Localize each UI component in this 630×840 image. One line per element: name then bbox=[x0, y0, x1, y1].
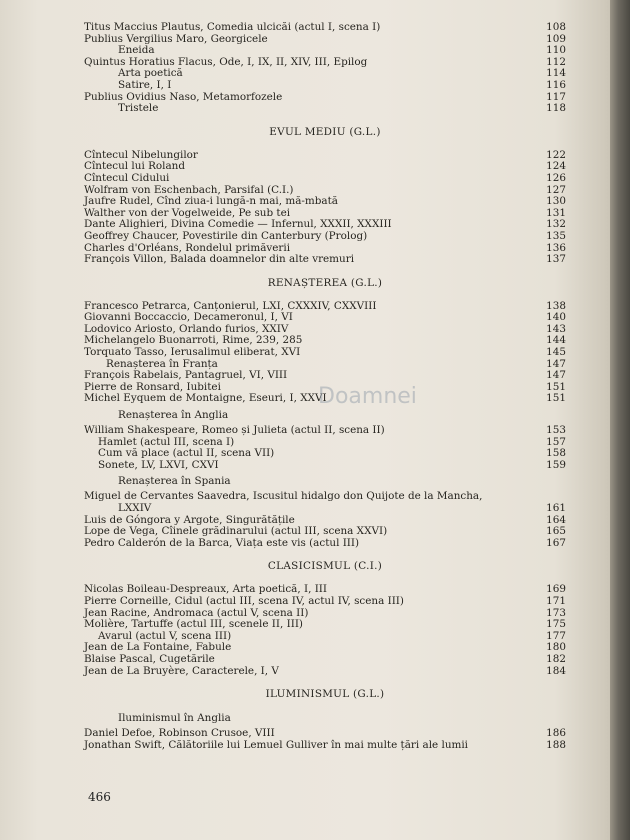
subsection-label: Renașterea în Spania bbox=[118, 475, 231, 488]
toc-entry-title: François Rabelais, Pantagruel, VI, VIII bbox=[84, 369, 288, 382]
toc-entry-page: 126 bbox=[546, 171, 566, 184]
toc-entry-page: 109 bbox=[546, 32, 566, 45]
toc-entry bbox=[84, 347, 566, 359]
section-heading: ILUMINISMUL (G.L.) bbox=[265, 688, 385, 701]
toc-entry-title: Jaufre Rudel, Cînd ziua-i lungă-n mai, mă-mbată bbox=[84, 195, 338, 208]
toc-entry-title: Pierre de Ronsard, Iubitei bbox=[84, 380, 221, 393]
toc-entry-title: Satire, I, I bbox=[118, 78, 172, 91]
toc-entry-page: 137 bbox=[546, 253, 566, 266]
toc-entry-page: 167 bbox=[546, 536, 566, 549]
toc-entry-page: 122 bbox=[546, 148, 566, 161]
toc-entry bbox=[84, 619, 566, 631]
toc-entry-page: 175 bbox=[546, 618, 566, 631]
toc-entry bbox=[84, 654, 566, 666]
toc-entry bbox=[84, 22, 566, 34]
subsection-heading bbox=[84, 475, 566, 487]
toc-entry-title: Eneida bbox=[118, 44, 155, 57]
toc-entry bbox=[84, 425, 566, 437]
toc-entry bbox=[84, 491, 566, 503]
toc-entry-page: 116 bbox=[546, 78, 566, 91]
toc-entry bbox=[84, 173, 566, 185]
toc-entry-title: Publius Vergilius Maro, Georgicele bbox=[84, 32, 268, 45]
toc-entry-title: Cîntecul Nibelungilor bbox=[84, 148, 198, 161]
toc-entry-page: 110 bbox=[546, 44, 566, 57]
section-heading: EVUL MEDIU (G.L.) bbox=[269, 125, 381, 138]
toc-entry-page: 145 bbox=[546, 346, 566, 359]
toc-entry-title: Geoffrey Chaucer, Povestirile din Canterbury (Prolog) bbox=[84, 229, 368, 242]
toc-entry bbox=[84, 538, 566, 550]
toc-entry-title: Quintus Horatius Flacus, Ode, I, IX, II, XIV, III, Epilog bbox=[84, 55, 368, 68]
toc-entry bbox=[84, 666, 566, 678]
toc-entry bbox=[84, 503, 566, 515]
toc-entry-title: Cîntecul lui Roland bbox=[84, 160, 186, 173]
toc-entry-page: 112 bbox=[546, 55, 566, 68]
toc-entry-title: Miguel de Cervantes Saavedra, Iscusitul hidalgo don Quijote de la Mancha, bbox=[84, 490, 483, 503]
toc-entry-title: Torquato Tasso, Ierusalimul eliberat, XVI bbox=[84, 346, 301, 359]
toc-entry-page: 138 bbox=[546, 299, 566, 312]
toc-entry-page: 132 bbox=[546, 218, 566, 231]
toc-entry-page: 158 bbox=[546, 447, 566, 460]
toc-entry bbox=[84, 460, 566, 472]
toc-entry-title: Charles d'Orléans, Rondelul primăverii bbox=[84, 241, 291, 254]
watermark: Doamnei bbox=[318, 384, 417, 409]
toc-entry-page: 117 bbox=[546, 90, 566, 103]
book-spine bbox=[610, 0, 630, 840]
toc-entry-page: 169 bbox=[546, 583, 566, 596]
toc-entry bbox=[84, 254, 566, 266]
toc-entry-page: 180 bbox=[546, 641, 566, 654]
toc-entry-page: 182 bbox=[546, 652, 566, 665]
toc-entry-page: 184 bbox=[546, 664, 566, 677]
toc-entry-title: Michel Eyquem de Montaigne, Eseuri, I, XXVI bbox=[84, 392, 327, 405]
toc-entry-title: Luis de Góngora y Argote, Singurătățile bbox=[84, 513, 295, 526]
toc-entry-page: 147 bbox=[546, 357, 566, 370]
toc-entry-title: Hamlet (actul III, scena I) bbox=[98, 435, 235, 448]
toc-entry-page: 108 bbox=[546, 21, 566, 33]
page-number: 466 bbox=[88, 790, 111, 804]
toc-entry-page: 147 bbox=[546, 369, 566, 382]
toc-entry-page: 157 bbox=[546, 435, 566, 448]
toc-entry-title: Lodovico Ariosto, Orlando furios, XXIV bbox=[84, 322, 289, 335]
toc-entry-title: Renașterea în Franța bbox=[106, 357, 218, 370]
section-heading: RENAȘTEREA (G.L.) bbox=[267, 276, 383, 289]
toc-entry-title: Jean de La Bruyère, Caracterele, I, V bbox=[84, 664, 279, 677]
toc-entry-page: 153 bbox=[546, 424, 566, 437]
toc-entry-title: Jean Racine, Andromaca (actul V, scena II) bbox=[84, 606, 309, 619]
toc-entry-title: Cum vă place (actul II, scena VII) bbox=[98, 447, 275, 460]
toc-entry-title: Dante Alighieri, Divina Comedie — Infernul, XXXII, XXXIII bbox=[84, 218, 392, 231]
toc-entry-title: Blaise Pascal, Cugetările bbox=[84, 652, 215, 665]
subsection-heading bbox=[84, 409, 566, 421]
toc-entry-title: Pierre Corneille, Cidul (actul III, scena IV, actul IV, scena III) bbox=[84, 594, 404, 607]
toc-entry bbox=[84, 103, 566, 115]
toc-entry bbox=[84, 596, 566, 608]
toc-entry-page: 143 bbox=[546, 322, 566, 335]
toc-entry-page: 140 bbox=[546, 311, 566, 324]
toc-entry-title: Publius Ovidius Naso, Metamorfozele bbox=[84, 90, 283, 103]
toc-entry-title: Jonathan Swift, Călătoriile lui Lemuel Gulliver în mai multe țări ale lumii bbox=[84, 738, 469, 751]
toc-entry-page: 165 bbox=[546, 525, 566, 538]
toc-entry-page: 177 bbox=[546, 629, 566, 642]
toc-entry bbox=[84, 740, 566, 752]
toc-entry bbox=[84, 728, 566, 740]
toc-entry-title: Wolfram von Eschenbach, Parsifal (C.I.) bbox=[84, 183, 294, 196]
toc-entry-title: Molière, Tartuffe (actul III, scenele II, III) bbox=[84, 618, 303, 631]
toc-entry-page: 151 bbox=[546, 380, 566, 393]
toc-entry-title: Francesco Petrarca, Canțonierul, LXI, CXXXIV, CXXVIII bbox=[84, 299, 377, 312]
toc-entry-title: Michelangelo Buonarroti, Rime, 239, 285 bbox=[84, 334, 303, 347]
toc-entry-title: Tristele bbox=[118, 102, 159, 115]
toc-entry-title: Sonete, LV, LXVI, CXVI bbox=[98, 458, 219, 471]
toc-entry-page: 186 bbox=[546, 727, 566, 740]
toc-entry-title: Lope de Vega, Cîinele grădinarului (actul III, scena XXVI) bbox=[84, 525, 388, 538]
toc-entry-title: Titus Maccius Plautus, Comedia ulcicăi (actul I, scena I) bbox=[84, 21, 381, 33]
toc-entry-title: Avarul (actul V, scena III) bbox=[98, 629, 232, 642]
toc-entry-page: 171 bbox=[546, 594, 566, 607]
toc-entry-page: 188 bbox=[546, 738, 566, 751]
toc-entry-page: 131 bbox=[546, 206, 566, 219]
toc-entry-page: 164 bbox=[546, 513, 566, 526]
toc-entry bbox=[84, 196, 566, 208]
toc-entry-page: 124 bbox=[546, 160, 566, 173]
toc-entry-title: Nicolas Boileau-Despreaux, Arta poetică, I, III bbox=[84, 583, 328, 596]
toc-entry-title: Daniel Defoe, Robinson Crusoe, VIII bbox=[84, 727, 275, 740]
section-heading: CLASICISMUL (C.I.) bbox=[267, 560, 383, 573]
toc-entry-page: 136 bbox=[546, 241, 566, 254]
subsection-label: Renașterea în Anglia bbox=[118, 409, 229, 422]
toc-entry-page: 130 bbox=[546, 195, 566, 208]
toc-entry-title: LXXIV bbox=[118, 502, 152, 514]
toc-entry-page: 151 bbox=[546, 392, 566, 405]
toc-entry-title: Giovanni Boccaccio, Decameronul, I, VI bbox=[84, 311, 293, 324]
toc-entry-title: William Shakespeare, Romeo și Julieta (actul II, scena II) bbox=[84, 424, 385, 437]
toc-entry-page: 144 bbox=[546, 334, 566, 347]
toc-entry bbox=[84, 34, 566, 46]
toc-entry-page: 173 bbox=[546, 606, 566, 619]
toc-entry bbox=[84, 80, 566, 92]
toc-entry-page: 127 bbox=[546, 183, 566, 196]
toc-entry-title: François Villon, Balada doamnelor din alte vremuri bbox=[84, 253, 355, 266]
toc-entry-page: 114 bbox=[546, 67, 566, 80]
subsection-heading bbox=[84, 712, 566, 724]
toc-entry-page: 161 bbox=[546, 502, 566, 514]
toc-entry-page: 159 bbox=[546, 458, 566, 471]
toc-entry-page: 135 bbox=[546, 229, 566, 242]
toc-entry-title: Pedro Calderón de la Barca, Viața este vis (actul III) bbox=[84, 536, 360, 549]
toc-entry bbox=[84, 231, 566, 243]
toc-entry-title: Walther von der Vogelweide, Pe sub tei bbox=[84, 206, 291, 219]
subsection-label: Iluminismul în Anglia bbox=[118, 712, 231, 725]
toc-entry-title: Jean de La Fontaine, Fabule bbox=[84, 641, 232, 654]
toc-entry-page: 118 bbox=[546, 102, 566, 115]
toc-entry-title: Arta poetică bbox=[118, 67, 183, 80]
toc-entry-title: Cîntecul Cidului bbox=[84, 171, 170, 184]
